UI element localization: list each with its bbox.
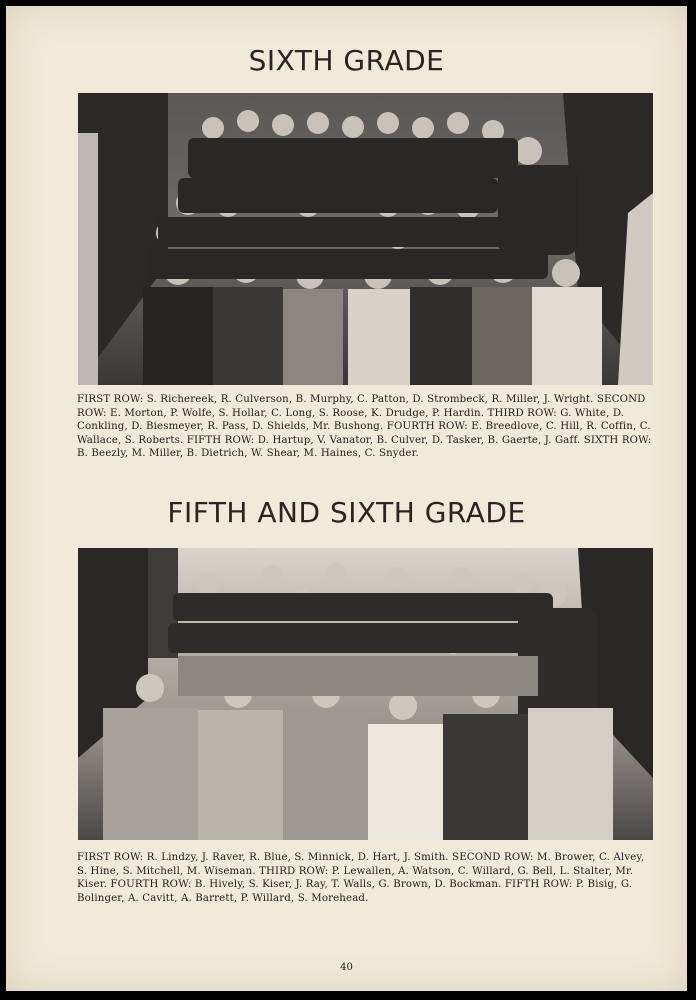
section-heading-fifth-and-sixth-grade: FIFTH AND SIXTH GRADE <box>167 496 526 529</box>
page-number: 40 <box>340 962 353 973</box>
caption-sixth-grade: FIRST ROW: S. Richereek, R. Culverson, B. Murphy, C. Patton, D. Strombeck, R. Miller, J. Wright. SECOND ROW: E. Morton, P. Wolfe, S. Hollar, C. Long, S. Roose, K. Drudge, P. Hardin. THIRD ROW: G. White, D. Conkling, D. Biesmeyer, R. Pass, D. Shields, Mr. Bushong. FOURTH ROW: E. Breedlove, C. Hill, R. Coffin, C. Wallace, S. Roberts. FIFTH ROW: D. Hartup, V. Vanator, B. Culver, D. Tasker, B. Gaerte, J. Gaff. SIXTH ROW: B. Beezly, M. Miller, B. Dietrich, W. Shear, M. Haines, C. Snyder. <box>77 394 652 460</box>
photo-image <box>78 93 653 385</box>
yearbook-page <box>6 6 687 991</box>
section-heading-sixth-grade: SIXTH GRADE <box>248 44 445 77</box>
class-photo-sixth-grade <box>78 93 653 385</box>
photo-image <box>78 548 653 840</box>
caption-fifth-and-sixth-grade: FIRST ROW: R. Lindzy, J. Raver, R. Blue, S. Minnick, D. Hart, J. Smith. SECOND ROW: M. Brower, C. Alvey, S. Hine, S. Mitchell, M. Wiseman. THIRD ROW: P. Lewallen, A. Watson, C. Willard, G. Bell, L. Stalter, Mr. Kiser. FOURTH ROW: B. Hively, S. Kiser, J. Ray, T. Walls, G. Brown, D. Bockman. FIFTH ROW: P. Bisig, G. Bolinger, A. Cavitt, A. Barrett, P. Willard, S. Morehead. <box>77 852 645 904</box>
class-photo-fifth-and-sixth-grade <box>78 548 653 840</box>
